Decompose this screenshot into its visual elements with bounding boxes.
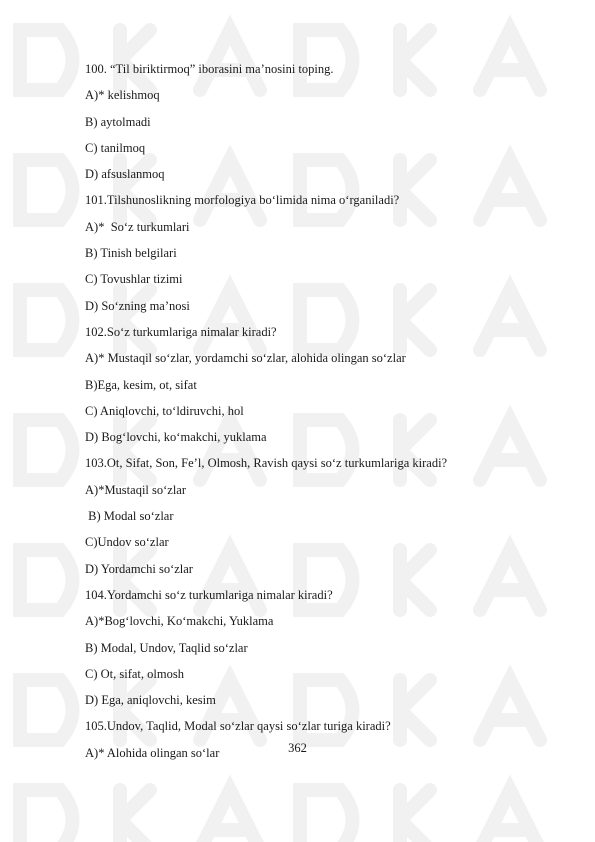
answer-option-b: B) aytolmadi (85, 114, 151, 129)
question-102-text: 102.So‘z turkumlariga nimalar kiradi? (85, 324, 277, 339)
answer-option-c: C) Aniqlovchi, to‘ldiruvchi, hol (85, 403, 244, 418)
answer-option-a: A)* Alohida olingan so‘lar (85, 745, 220, 760)
answer-option-b: B)Ega, kesim, ot, sifat (85, 377, 197, 392)
answer-option-b: B) Modal, Undov, Taqlid so‘zlar (85, 640, 248, 655)
answer-option-d: D) afsuslanmoq (85, 167, 165, 182)
question-104-text: 104.Yordamchi so‘z turkumlariga nimalar kiradi? (85, 587, 333, 602)
answer-option-b: B) Tinish belgilari (85, 246, 177, 261)
document-body (85, 56, 555, 766)
answer-option-c: C)Undov so‘zlar (85, 535, 169, 550)
answer-option-a: A)* So‘z turkumlari (85, 219, 190, 234)
answer-option-a: A)* Mustaqil so‘zlar, yordamchi so‘zlar, alohida olingan so‘zlar (85, 351, 406, 366)
answer-option-a: A)* kelishmoq (85, 88, 160, 103)
answer-option-c: C) Tovushlar tizimi (85, 272, 183, 287)
answer-option-c: C) tanilmoq (85, 140, 146, 155)
page-number: 362 (288, 741, 307, 755)
answer-option-d: D) Ega, aniqlovchi, kesim (85, 693, 216, 708)
question-105-text: 105.Undov, Taqlid, Modal so‘zlar qaysi so‘zlar turiga kiradi? (85, 719, 391, 734)
answer-option-a: A)*Mustaqil so‘zlar (85, 482, 187, 497)
answer-option-b: B) Modal so‘zlar (85, 509, 174, 524)
answer-option-c: C) Ot, sifat, olmosh (85, 666, 184, 681)
answer-option-d: D) Bog‘lovchi, ko‘makchi, yuklama (85, 430, 267, 445)
answer-option-d: D) Yordamchi so‘zlar (85, 561, 193, 576)
answer-option-a: A)*Bog‘lovchi, Ko‘makchi, Yuklama (85, 614, 274, 629)
answer-option-d: D) So‘zning ma’nosi (85, 298, 190, 313)
question-100-text: 100. “Til biriktirmoq” iborasini ma’nosini toping. (85, 62, 334, 76)
question-103-text: 103.Ot, Sifat, Son, Fe’l, Olmosh, Ravish qaysi so‘z turkumlariga kiradi? (85, 456, 448, 471)
question-101-text: 101.Tilshunoslikning morfologiya bo‘limida nima o‘rganiladi? (85, 193, 400, 208)
